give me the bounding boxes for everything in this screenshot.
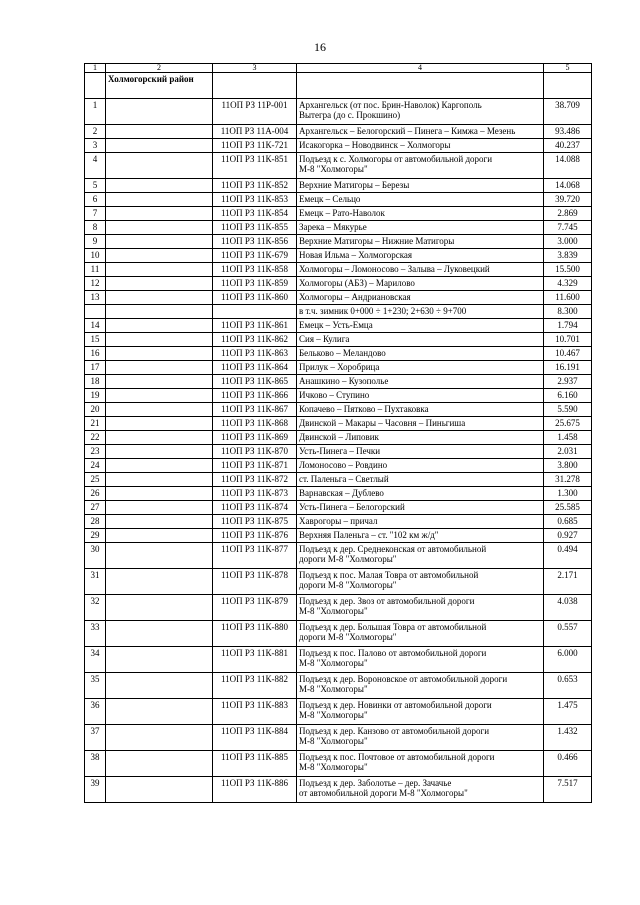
table-row <box>85 487 592 501</box>
road-name: Холмогоры – Андриановская <box>297 291 544 305</box>
road-id: 11ОП РЗ 11К-870 <box>213 445 297 459</box>
road-id: 11ОП РЗ 11К-885 <box>213 751 297 777</box>
table-row <box>85 621 592 647</box>
road-length: 1.432 <box>544 725 592 751</box>
empty-cell <box>106 725 213 751</box>
road-id: 11ОП РЗ 11К-859 <box>213 277 297 291</box>
table-row <box>85 445 592 459</box>
table-row <box>85 543 592 569</box>
table-row <box>85 569 592 595</box>
row-number: 34 <box>85 647 106 673</box>
road-name: Подъезд к дер. Вороновское от автомобильной дороги М-8 "Холмогоры" <box>297 673 544 699</box>
row-number <box>85 305 106 319</box>
road-name: Холмогоры – Ломоносово – Залыва – Луковецкий <box>297 263 544 277</box>
table-row <box>85 459 592 473</box>
road-name: Новая Ильма – Холмогорская <box>297 249 544 263</box>
row-number: 22 <box>85 431 106 445</box>
road-name: Верхние Матигоры – Нижние Матигоры <box>297 235 544 249</box>
road-id: 11ОП РЗ 11К-855 <box>213 221 297 235</box>
row-number: 10 <box>85 249 106 263</box>
empty-cell <box>106 459 213 473</box>
empty-cell <box>106 153 213 179</box>
empty-cell <box>106 403 213 417</box>
table-row <box>85 207 592 221</box>
road-name: Усть-Пинега – Белогорский <box>297 501 544 515</box>
table-row <box>85 193 592 207</box>
column-number: 1 <box>85 64 106 73</box>
table-row <box>85 139 592 153</box>
empty-cell <box>106 249 213 263</box>
column-number: 2 <box>106 64 213 73</box>
road-length: 7.745 <box>544 221 592 235</box>
road-length: 1.475 <box>544 699 592 725</box>
road-name: ст. Паленьга – Светлый <box>297 473 544 487</box>
row-number: 32 <box>85 595 106 621</box>
road-id: 11ОП РЗ 11К-872 <box>213 473 297 487</box>
road-id: 11ОП РЗ 11К-876 <box>213 529 297 543</box>
table-row <box>85 153 592 179</box>
table-row <box>85 277 592 291</box>
empty-cell <box>106 487 213 501</box>
empty-cell <box>106 569 213 595</box>
road-length: 2.869 <box>544 207 592 221</box>
row-number: 24 <box>85 459 106 473</box>
road-length: 3.000 <box>544 235 592 249</box>
road-length: 10.467 <box>544 347 592 361</box>
district-name: Холмогорский район <box>106 73 213 99</box>
row-number: 23 <box>85 445 106 459</box>
row-number: 2 <box>85 125 106 139</box>
road-name: Емецк – Рато-Наволок <box>297 207 544 221</box>
road-name: Архангельск (от пос. Брин-Наволок) Каргополь Вытегра (до с. Прокшино) <box>297 99 544 125</box>
empty-cell <box>297 73 544 99</box>
empty-cell <box>106 221 213 235</box>
road-name: Подъезд к дер. Звоз от автомобильной дороги М-8 "Холмогоры" <box>297 595 544 621</box>
road-name: Подъезд к пос. Палово от автомобильной дороги М-8 "Холмогоры" <box>297 647 544 673</box>
road-length: 14.068 <box>544 179 592 193</box>
row-number: 17 <box>85 361 106 375</box>
roads-table <box>84 63 592 803</box>
road-id: 11ОП РЗ 11К-721 <box>213 139 297 153</box>
table-row <box>85 725 592 751</box>
empty-cell <box>106 473 213 487</box>
road-length: 3.800 <box>544 459 592 473</box>
empty-cell <box>106 699 213 725</box>
road-id: 11ОП РЗ 11К-881 <box>213 647 297 673</box>
row-number: 20 <box>85 403 106 417</box>
table-row <box>85 249 592 263</box>
table-row <box>85 751 592 777</box>
road-id: 11ОП РЗ 11К-879 <box>213 595 297 621</box>
column-number: 4 <box>297 64 544 73</box>
road-id: 11ОП РЗ 11Р-001 <box>213 99 297 125</box>
road-id: 11ОП РЗ 11К-874 <box>213 501 297 515</box>
empty-cell <box>106 99 213 125</box>
road-id: 11ОП РЗ 11К-679 <box>213 249 297 263</box>
table-row <box>85 235 592 249</box>
road-id: 11ОП РЗ 11К-883 <box>213 699 297 725</box>
table-row <box>85 673 592 699</box>
empty-cell <box>106 647 213 673</box>
road-id <box>213 305 297 319</box>
empty-cell <box>106 347 213 361</box>
empty-cell <box>106 207 213 221</box>
road-length: 4.329 <box>544 277 592 291</box>
empty-cell <box>106 751 213 777</box>
empty-cell <box>106 389 213 403</box>
road-id: 11ОП РЗ 11К-871 <box>213 459 297 473</box>
empty-cell <box>106 501 213 515</box>
table-row <box>85 515 592 529</box>
road-name: Холмогоры (АБЗ) – Марилово <box>297 277 544 291</box>
empty-cell <box>106 333 213 347</box>
table-row <box>85 647 592 673</box>
road-name: Емецк – Сельцо <box>297 193 544 207</box>
empty-cell <box>106 529 213 543</box>
road-name: Подъезд к пос. Почтовое от автомобильной дороги М-8 "Холмогоры" <box>297 751 544 777</box>
table-row <box>85 431 592 445</box>
row-number: 5 <box>85 179 106 193</box>
row-number: 14 <box>85 319 106 333</box>
empty-cell <box>106 375 213 389</box>
road-length: 1.300 <box>544 487 592 501</box>
road-length: 2.937 <box>544 375 592 389</box>
table-row <box>85 375 592 389</box>
road-length: 38.709 <box>544 99 592 125</box>
road-length: 0.653 <box>544 673 592 699</box>
table-row <box>85 291 592 305</box>
empty-cell <box>106 291 213 305</box>
road-length: 25.585 <box>544 501 592 515</box>
empty-cell <box>106 417 213 431</box>
road-id: 11ОП РЗ 11К-856 <box>213 235 297 249</box>
road-id: 11ОП РЗ 11К-867 <box>213 403 297 417</box>
road-length: 11.600 <box>544 291 592 305</box>
road-id: 11ОП РЗ 11К-861 <box>213 319 297 333</box>
road-id: 11ОП РЗ 11К-873 <box>213 487 297 501</box>
row-number: 13 <box>85 291 106 305</box>
road-name: Исакогорка – Новодвинск – Холмогоры <box>297 139 544 153</box>
road-id: 11ОП РЗ 11К-886 <box>213 777 297 803</box>
road-name: Варнавская – Дублево <box>297 487 544 501</box>
road-name: Подъезд к дер. Новинки от автомобильной дороги М-8 "Холмогоры" <box>297 699 544 725</box>
empty-cell <box>106 139 213 153</box>
row-number: 18 <box>85 375 106 389</box>
road-name: Хаврогоры – причал <box>297 515 544 529</box>
road-name: Подъезд к дер. Среднеконская от автомобильной дороги М-8 "Холмогоры" <box>297 543 544 569</box>
road-name: Двинской – Макары – Часовня – Пиньгиша <box>297 417 544 431</box>
empty-cell <box>213 73 297 99</box>
road-length: 5.590 <box>544 403 592 417</box>
table-row <box>85 319 592 333</box>
empty-cell <box>106 445 213 459</box>
row-number: 37 <box>85 725 106 751</box>
row-number: 9 <box>85 235 106 249</box>
road-name: Подъезд к дер. Заболотье – дер. Зачачье от автомобильной дороги М-8 "Холмогоры" <box>297 777 544 803</box>
road-name: Зарека – Мякурье <box>297 221 544 235</box>
empty-cell <box>106 543 213 569</box>
table-row <box>85 389 592 403</box>
row-number: 31 <box>85 569 106 595</box>
road-name: Верхняя Паленьга – ст. "102 км ж/д" <box>297 529 544 543</box>
empty-cell <box>106 263 213 277</box>
road-name: Архангельск – Белогорский – Пинега – Кимжа – Мезень <box>297 125 544 139</box>
road-id: 11ОП РЗ 11К-875 <box>213 515 297 529</box>
road-id: 11ОП РЗ 11К-860 <box>213 291 297 305</box>
column-number: 5 <box>544 64 592 73</box>
road-id: 11ОП РЗ 11К-866 <box>213 389 297 403</box>
row-number: 6 <box>85 193 106 207</box>
road-length: 1.794 <box>544 319 592 333</box>
road-name: Анашкино – Кузополье <box>297 375 544 389</box>
road-length: 15.500 <box>544 263 592 277</box>
road-length: 2.171 <box>544 569 592 595</box>
row-number: 1 <box>85 99 106 125</box>
empty-cell <box>106 595 213 621</box>
road-name: Емецк – Усть-Емца <box>297 319 544 333</box>
table-row <box>85 125 592 139</box>
table-row <box>85 333 592 347</box>
road-length: 10.701 <box>544 333 592 347</box>
road-length: 39.720 <box>544 193 592 207</box>
table-row <box>85 777 592 803</box>
table-row <box>85 347 592 361</box>
road-length: 40.237 <box>544 139 592 153</box>
table-row <box>85 361 592 375</box>
empty-cell <box>106 431 213 445</box>
table-row <box>85 179 592 193</box>
row-number: 3 <box>85 139 106 153</box>
road-name: в т.ч. зимник 0+000 ÷ 1+230; 2+630 ÷ 9+700 <box>297 305 544 319</box>
empty-cell <box>106 777 213 803</box>
road-name: Ичково – Ступино <box>297 389 544 403</box>
road-name: Подъезд к дер. Большая Товра от автомобильной дороги М-8 "Холмогоры" <box>297 621 544 647</box>
empty-cell <box>106 305 213 319</box>
empty-cell <box>106 621 213 647</box>
road-name: Прилук – Хоробрица <box>297 361 544 375</box>
road-id: 11ОП РЗ 11К-869 <box>213 431 297 445</box>
road-name: Бельково – Меландово <box>297 347 544 361</box>
roads-table-body <box>85 64 592 803</box>
road-length: 25.675 <box>544 417 592 431</box>
table-row <box>85 473 592 487</box>
road-length: 0.557 <box>544 621 592 647</box>
row-number: 21 <box>85 417 106 431</box>
road-name: Двинской – Липовик <box>297 431 544 445</box>
road-id: 11ОП РЗ 11А-004 <box>213 125 297 139</box>
road-length: 0.466 <box>544 751 592 777</box>
road-length: 1.458 <box>544 431 592 445</box>
road-id: 11ОП РЗ 11К-864 <box>213 361 297 375</box>
road-name: Ломоносово – Ровдино <box>297 459 544 473</box>
row-number: 33 <box>85 621 106 647</box>
row-number: 36 <box>85 699 106 725</box>
road-length: 0.494 <box>544 543 592 569</box>
row-number: 39 <box>85 777 106 803</box>
road-name: Сия – Кулига <box>297 333 544 347</box>
road-id: 11ОП РЗ 11К-858 <box>213 263 297 277</box>
road-id: 11ОП РЗ 11К-854 <box>213 207 297 221</box>
road-id: 11ОП РЗ 11К-868 <box>213 417 297 431</box>
empty-cell <box>544 73 592 99</box>
table-row <box>85 99 592 125</box>
table-row <box>85 305 592 319</box>
table-row <box>85 263 592 277</box>
road-length: 2.031 <box>544 445 592 459</box>
table-row <box>85 403 592 417</box>
row-number: 25 <box>85 473 106 487</box>
row-number: 35 <box>85 673 106 699</box>
road-id: 11ОП РЗ 11К-882 <box>213 673 297 699</box>
row-number: 8 <box>85 221 106 235</box>
road-name: Подъезд к с. Холмогоры от автомобильной дороги М-8 "Холмогоры" <box>297 153 544 179</box>
row-number: 27 <box>85 501 106 515</box>
row-number: 29 <box>85 529 106 543</box>
row-number: 12 <box>85 277 106 291</box>
empty-cell <box>106 361 213 375</box>
table-row <box>85 595 592 621</box>
road-length: 4.038 <box>544 595 592 621</box>
empty-cell <box>106 193 213 207</box>
table-row <box>85 417 592 431</box>
road-name: Подъезд к дер. Канзово от автомобильной дороги М-8 "Холмогоры" <box>297 725 544 751</box>
road-length: 6.000 <box>544 647 592 673</box>
row-number: 38 <box>85 751 106 777</box>
road-length: 16.191 <box>544 361 592 375</box>
column-number-row <box>85 64 592 73</box>
row-number: 11 <box>85 263 106 277</box>
table-row <box>85 529 592 543</box>
row-number: 7 <box>85 207 106 221</box>
road-id: 11ОП РЗ 11К-853 <box>213 193 297 207</box>
row-number: 28 <box>85 515 106 529</box>
road-id: 11ОП РЗ 11К-878 <box>213 569 297 595</box>
empty-cell <box>106 179 213 193</box>
road-length: 31.278 <box>544 473 592 487</box>
road-length: 3.839 <box>544 249 592 263</box>
empty-cell <box>106 277 213 291</box>
row-number: 26 <box>85 487 106 501</box>
table-row <box>85 501 592 515</box>
road-length: 7.517 <box>544 777 592 803</box>
road-id: 11ОП РЗ 11К-877 <box>213 543 297 569</box>
road-id: 11ОП РЗ 11К-851 <box>213 153 297 179</box>
empty-cell <box>85 73 106 99</box>
empty-cell <box>106 125 213 139</box>
row-number: 19 <box>85 389 106 403</box>
road-length: 14.088 <box>544 153 592 179</box>
road-length: 93.486 <box>544 125 592 139</box>
table-row <box>85 221 592 235</box>
road-id: 11ОП РЗ 11К-865 <box>213 375 297 389</box>
road-name: Усть-Пинега – Печки <box>297 445 544 459</box>
road-id: 11ОП РЗ 11К-863 <box>213 347 297 361</box>
row-number: 15 <box>85 333 106 347</box>
road-id: 11ОП РЗ 11К-884 <box>213 725 297 751</box>
empty-cell <box>106 515 213 529</box>
road-name: Копачево – Пятково – Пухтаковка <box>297 403 544 417</box>
road-id: 11ОП РЗ 11К-852 <box>213 179 297 193</box>
district-row <box>85 73 592 99</box>
empty-cell <box>106 235 213 249</box>
empty-cell <box>106 319 213 333</box>
table-row <box>85 699 592 725</box>
row-number: 4 <box>85 153 106 179</box>
row-number: 16 <box>85 347 106 361</box>
road-name: Верхние Матигоры – Березы <box>297 179 544 193</box>
road-id: 11ОП РЗ 11К-880 <box>213 621 297 647</box>
empty-cell <box>106 673 213 699</box>
road-length: 0.927 <box>544 529 592 543</box>
road-length: 8.300 <box>544 305 592 319</box>
road-id: 11ОП РЗ 11К-862 <box>213 333 297 347</box>
column-number: 3 <box>213 64 297 73</box>
page-number: 16 <box>314 40 326 54</box>
row-number: 30 <box>85 543 106 569</box>
road-length: 6.160 <box>544 389 592 403</box>
road-name: Подъезд к пос. Малая Товра от автомобильной дороги М-8 "Холмогоры" <box>297 569 544 595</box>
road-length: 0.685 <box>544 515 592 529</box>
